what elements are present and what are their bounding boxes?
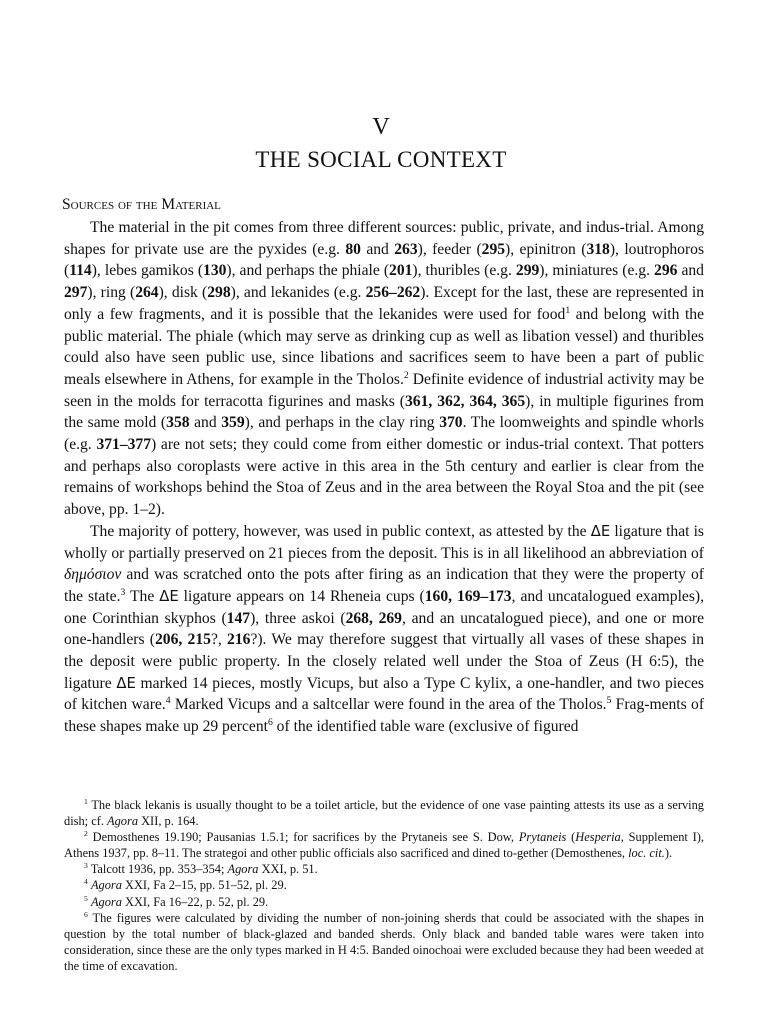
demosion-ligature-icon: ΔΕ [116, 674, 136, 692]
paragraph-2: The majority of pottery, however, was used in public context, as attested by the ΔΕ ligature that is wholly or partially preserved on 21 pieces from the deposit. This is in all likelihood an abbreviation of δημόσιον and was scratched onto the pots after firing as an indication that they were the property of the state.$^3$ The ΔΕ ligature appears on 14 Rheneia cups (160, 169–173, and uncatalogued examples), one Corinthian skyphos (147), three askoi (268, 269, and an uncatalogued piece), and one or more one-handlers (206, 215?, 216?). We may therefore suggest that virtually all vases of these shapes in the deposit were public property. In the closely related well under the Stoa of Zeus (H 6:5), the ligature ΔΕ marked 14 pieces, mostly Vicups, but also a Type C kylix, a one-handler, and two pieces of kitchen ware.$^4$ Marked Vicups and a saltcellar were found in the area of the Tholos.$^5$ Frag-ments of these shapes make up 29 percent$^6$ of the identified table ware (exclusive of figured [64, 522, 705, 736]
chapter-title: THE SOCIAL CONTEXT [255, 147, 507, 172]
footnote-ref-4: 4 [165, 695, 171, 707]
chapter-number: V [372, 114, 390, 140]
footnote-2: $^2$ Demosthenes 19.190; Pausanias 1.5.1; for sacrifices by the Prytaneis see S. Dow, Prytaneis (Hesperia, Supplement I), Athens 1937, pp. 8–11. The strategoi and other public officials also sacrificed and dined to-gether (Demosthenes, loc. cit.). [64, 829, 705, 861]
demosion-ligature-icon: ΔΕ [159, 587, 179, 605]
footnote-3: $^3$ Talcott 1936, pp. 353–354; Agora XXI, p. 51. [84, 861, 318, 877]
footnote-ref-5: 5 [606, 695, 612, 707]
footnotes [64, 797, 704, 974]
footnote-ref-2: 2 [403, 369, 409, 381]
footnote-4: $^4$ Agora XXI, Fa 2–15, pp. 51–52, pl. 29. [84, 877, 287, 893]
footnote-ref-3: 3 [120, 586, 126, 598]
footnote-1: $^1$ The black lekanis is usually thought to be a toilet article, but the evidence of one vase painting attests its use as a serving dish; cf. Agora XII, p. 164. [64, 796, 704, 829]
footnote-ref-1: 1 [565, 304, 571, 316]
footnote-5: $^5$ Agora XXI, Fa 16–22, p. 52, pl. 29. [84, 893, 269, 909]
footnote-ref-6: 6 [267, 716, 273, 728]
body-text [64, 217, 704, 738]
footnote-6: $^6$ The figures were calculated by dividing the number of non-joining sherds that could be associated with the shapes in question by the total number of black-glazed and banded sherds. Only black and banded table wares were taken into consideration, since these are the only types marked in H 4:5. Banded oinochoai were excluded because they had been weeded at the time of excavation. [64, 909, 704, 973]
greek-word: δημόσιον [64, 566, 122, 584]
section-heading: Sources of the Material [62, 196, 221, 213]
demosion-ligature-icon: ΔΕ [590, 522, 611, 540]
paragraph-1: The material in the pit comes from three different sources: public, private, and indus-trial. Among shapes for private use are the pyxides (e.g. 80 and 263), feeder (295), epinitron (318), loutrophoros (114), lebes gamikos (130), and perhaps the phiale (201), thuribles (e.g. 299), miniatures (e.g. 296 and 297), ring (264), disk (298), and lekanides (e.g. 256–262). Except for the last, these are represented in only a few fragments, and it is possible that the lekanides were used for food$^1$ and belong with the public material. The phiale (which may serve as drinking cup as well as libation vessel) and thuribles could also have seen public use, since libations and sacrifices seem to have been a part of public meals elsewhere in Athens, for example in the Tholos.$^2$ Definite evidence of industrial activity may be seen in the molds for terracotta figurines and masks (361, 362, 364, 365), in multiple figurines from the same mold (358 and 359), and perhaps in the clay ring 370. The loomweights and spindle whorls (e.g. 371–377) are not sets; they could come from either domestic or indus-trial context. That potters and perhaps also coroplasts were active in this area in the 5th century and earlier is clear from the remains of workshops behind the Stoa of Zeus and in the area between the Royal Stoa and the pit (see above, pp. 1–2). [64, 219, 705, 519]
